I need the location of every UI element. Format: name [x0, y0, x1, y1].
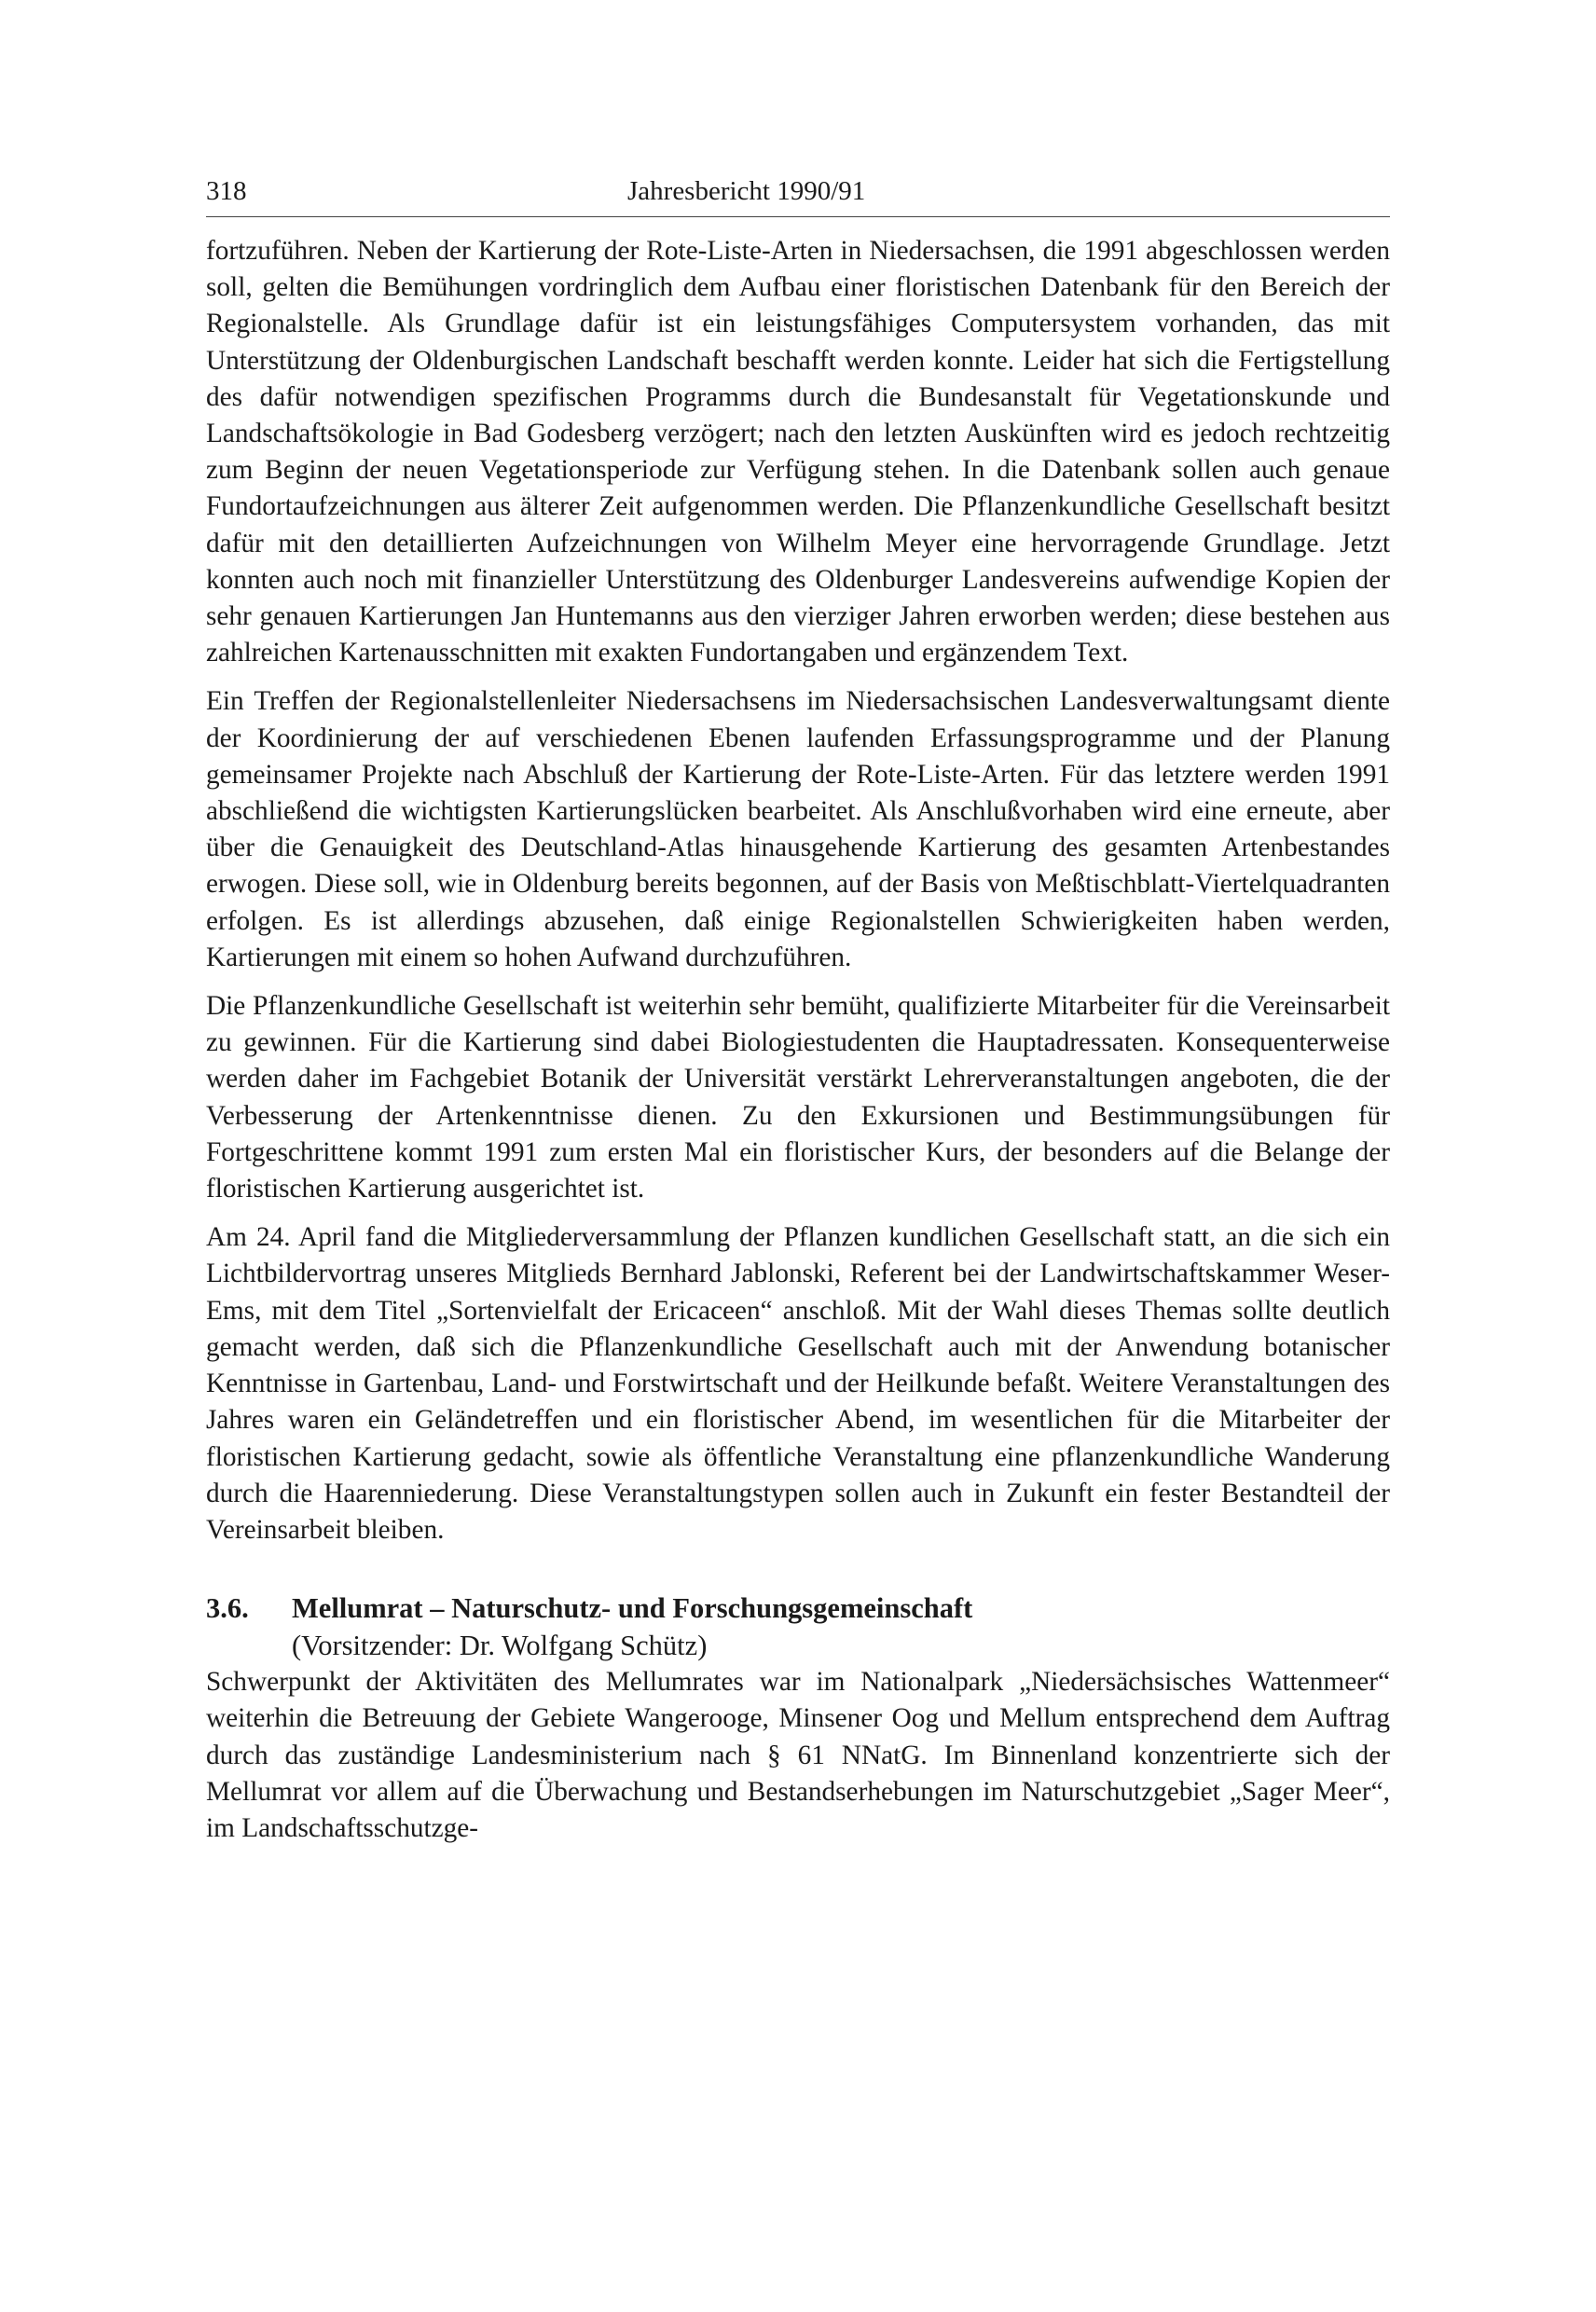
- paragraph-mellumrat: Schwerpunkt der Aktivitäten des Mellumrates war im Nationalpark „Niedersächsisches Wattenmeer“ weiterhin die Betreuung der Gebiete Wangerooge, Minsener Oog und Mellum entsprechend dem Auftrag durch das zuständige Landesministerium nach § 61 NNatG. Im Binnenland konzentrierte sich der Mellumrat vor allem auf die Überwachung und Bestandserhebungen im Naturschutzgebiet „Sager Meer“, im Landschaftsschutzge-: [206, 1667, 1390, 1843]
- body-text: [206, 233, 1390, 1847]
- section-heading: [206, 1590, 1390, 1664]
- section-title: Mellumrat – Naturschutz- und Forschungsgemeinschaft: [292, 1592, 973, 1625]
- running-header: [206, 170, 1390, 213]
- paragraph-regionalstellen: Ein Treffen der Regionalstellenleiter Niedersachsens im Niedersachsischen Landesverwaltungsamt diente der Koordinierung der auf verschiedenen Ebenen laufenden Erfassungsprogramme und der Planung gemeinsamer Projekte nach Abschluß der Kartierung der Rote-Liste-Arten. Für das letztere werden 1991 abschließend die wichtigsten Kartierungslücken bearbeitet. Als Anschlußvorhaben wird eine erneute, aber über die Genauigkeit des Deutschland-Atlas hinausgehende Kartierung des gesamten Artenbestandes erwogen. Diese soll, wie in Oldenburg bereits begonnen, auf der Basis von Meßtischblatt-Viertelquadranten erfolgen. Es ist allerdings abzusehen, daß einige Regionalstellen Schwierigkeiten haben werden, Kartierungen mit einem so hohen Aufwand durchzuführen.: [206, 686, 1390, 972]
- section-chair: (Vorsitzender: Dr. Wolfgang Schütz): [292, 1630, 708, 1662]
- page-number: 318: [206, 176, 247, 206]
- section-title-line: [206, 1590, 1390, 1627]
- paragraph-mitgliederversammlung: Am 24. April fand die Mitgliederversammlung der Pflanzen kundlichen Gesellschaft statt, an die sich ein Lichtbildervortrag unseres Mitglieds Bernhard Jablonski, Referent bei der Landwirtschaftskammer Weser-Ems, mit dem Titel „Sortenvielfalt der Ericaceen“ anschloß. Mit der Wahl dieses Themas sollte deutlich gemacht werden, daß sich die Pflanzenkundliche Gesellschaft auch mit der Anwendung botanischer Kenntnisse in Gartenbau, Land- und Forstwirtschaft und der Heilkunde befaßt. Weitere Veranstaltungen des Jahres waren ein Geländetreffen und ein floristischer Abend, im wesentlichen für die Mitarbeiter der floristischen Kartierung gedacht, sowie als öffentliche Veranstaltung eine pflanzenkundliche Wanderung durch die Haarenniederung. Diese Veranstaltungstypen sollen auch in Zukunft ein fester Bestandteil der Vereinsarbeit bleiben.: [206, 1222, 1390, 1545]
- paragraph-mitarbeiter: Die Pflanzenkundliche Gesellschaft ist weiterhin sehr bemüht, qualifizierte Mitarbeiter für die Vereinsarbeit zu gewinnen. Für die Kartierung sind dabei Biologiestudenten die Hauptadressaten. Konsequenterweise werden daher im Fachgebiet Botanik der Universität verstärkt Lehrerveranstaltungen angeboten, die der Verbesserung der Artenkenntnisse dienen. Zu den Exkursionen und Bestimmungsübungen für Fortgeschrittene kommt 1991 zum ersten Mal ein floristischer Kurs, der besonders auf die Belange der floristischen Kartierung ausgerichtet ist.: [206, 991, 1390, 1204]
- section-number: 3.6.: [206, 1592, 249, 1625]
- paragraph-datenbank: fortzuführen. Neben der Kartierung der Rote-Liste-Arten in Niedersachsen, die 1991 abgeschlossen werden soll, gelten die Bemühungen vordringlich dem Aufbau einer floristischen Datenbank für den Bereich der Regionalstelle. Als Grundlage dafür ist ein leistungsfähiges Computersystem vorhanden, das mit Unterstützung der Oldenburgischen Landschaft beschafft werden konnte. Leider hat sich die Fertigstellung des dafür notwendigen spezifischen Programms durch die Bundesanstalt für Vegetationskunde und Landschaftsökologie in Bad Godesberg verzögert; nach den letzten Auskünften wird es jedoch rechtzeitig zum Beginn der neuen Vegetationsperiode zur Verfügung stehen. In die Datenbank sollen auch genaue Fundortaufzeichnungen aus älterer Zeit aufgenommen werden. Die Pflanzenkundliche Gesellschaft besitzt dafür mit den detaillierten Aufzeichnungen von Wilhelm Meyer eine hervorragende Grundlage. Jetzt konnten auch noch mit finanzieller Unterstützung des Oldenburger Landesvereins aufwendige Kopien der sehr genauen Kartierungen Jan Huntemanns aus den vierziger Jahren erworben werden; diese bestehen aus zahlreichen Kartenausschnitten mit exakten Fundortangaben und ergänzendem Text.: [206, 236, 1390, 668]
- document-page: [206, 170, 1390, 1859]
- running-title: Jahresbericht 1990/91: [627, 176, 866, 206]
- header-rule: [206, 216, 1390, 217]
